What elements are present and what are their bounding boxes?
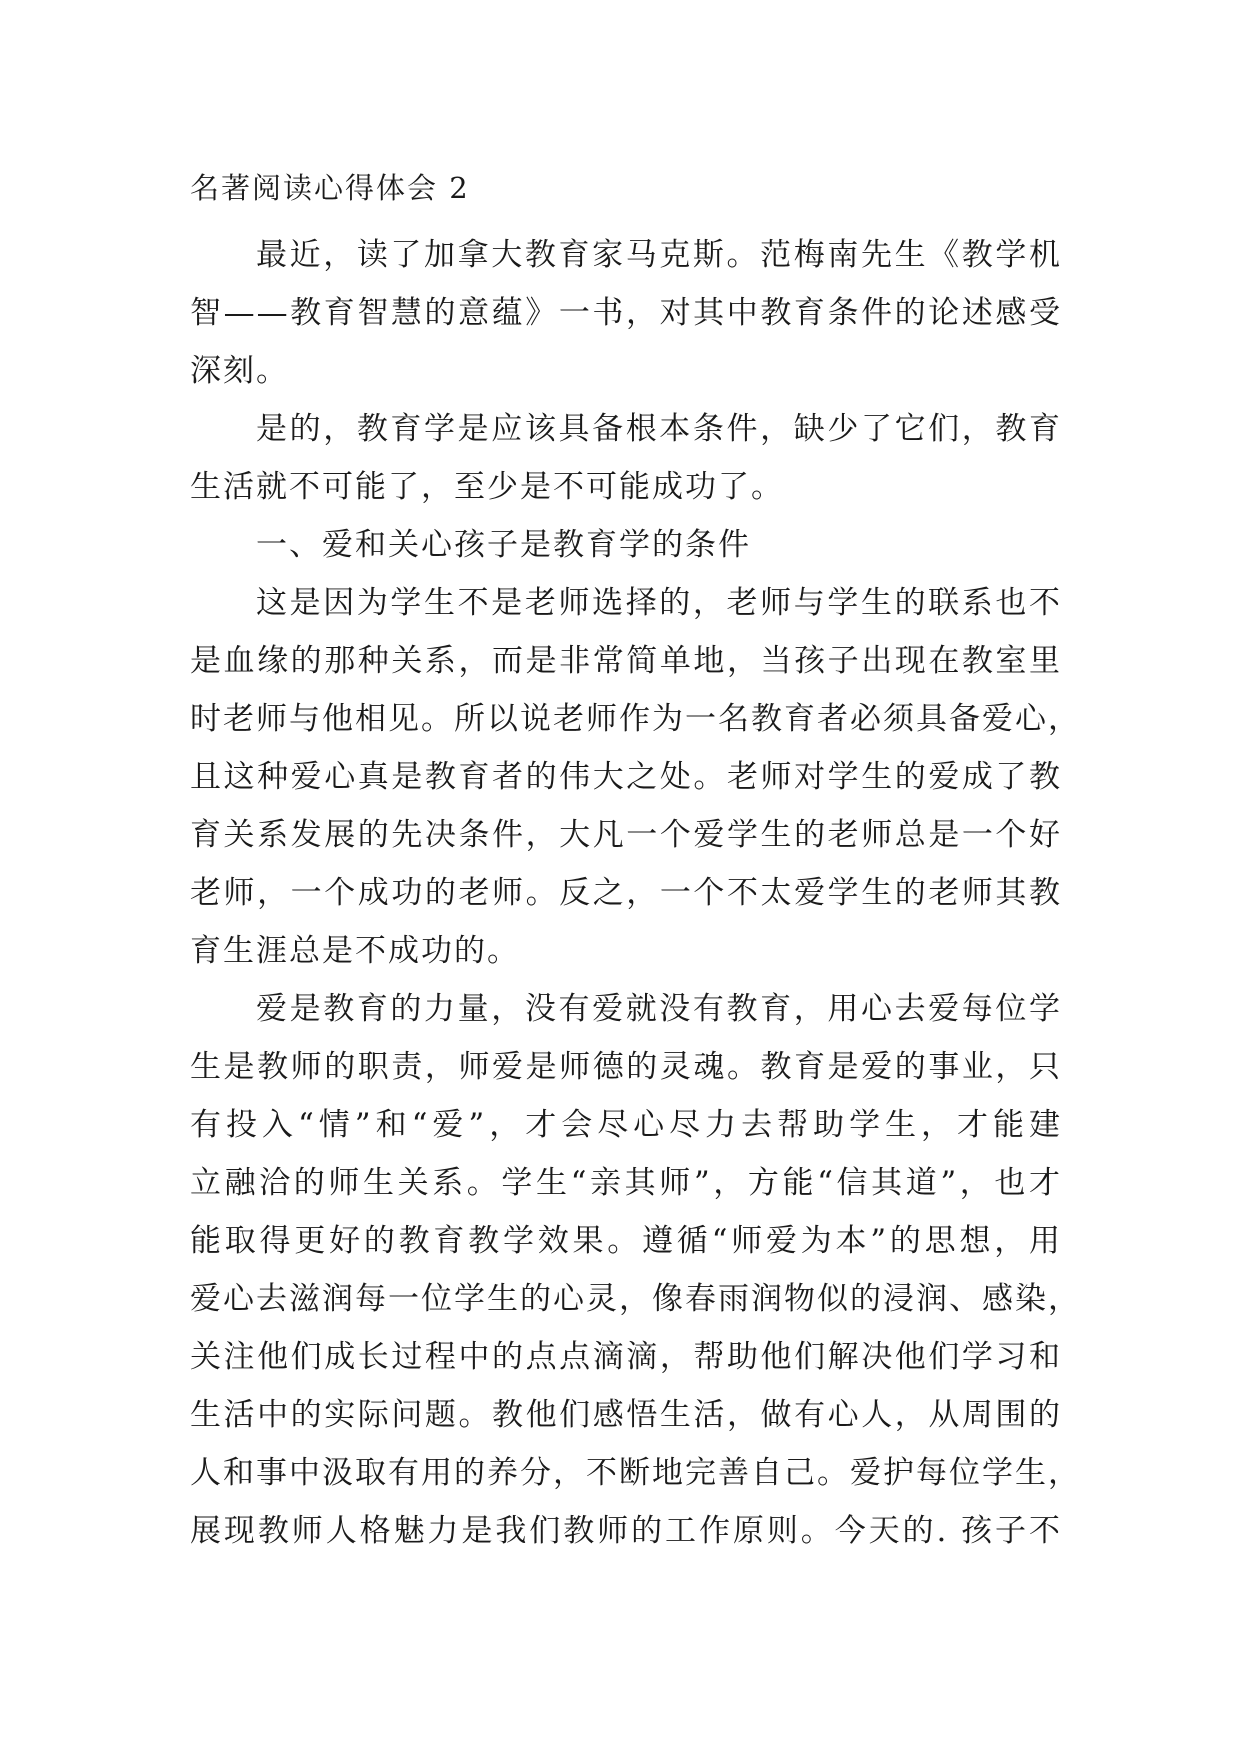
text-line: 有投入“情”和“爱”，才会尽心尽力去帮助学生，才能建 (190, 1107, 1062, 1143)
paragraph-love-power (190, 980, 1081, 1560)
text-line: 育生涯总是不成功的。 (190, 933, 520, 969)
text-line: 且这种爱心真是教育者的伟大之处。老师对学生的爱成了教 (190, 759, 1062, 795)
paragraph-intro (190, 226, 1062, 400)
text-line: 最近，读了加拿大教育家马克斯。范梅南先生《教学机 (256, 237, 1062, 273)
document-title: 名著阅读心得体会 2 (190, 171, 470, 205)
text-line: 是血缘的那种关系，而是非常简单地，当孩子出现在教室里 (190, 643, 1062, 679)
text-line: 智——教育智慧的意蕴》一书，对其中教育条件的论述感受 (190, 295, 1062, 331)
text-line: 生活就不可能了，至少是不可能成功了。 (190, 469, 784, 505)
section-heading (190, 516, 1062, 574)
text-line: 人和事中汲取有用的养分，不断地完善自己。爱护每位学生， (190, 1455, 1081, 1491)
document-body (190, 226, 1081, 1560)
text-line: 展现教师人格魅力是我们教师的工作原则。今天的. 孩子不 (190, 1513, 1062, 1549)
text-line: 老师，一个成功的老师。反之，一个不太爱学生的老师其教 (190, 875, 1062, 911)
text-line: 爱是教育的力量，没有爱就没有教育，用心去爱每位学 (256, 991, 1062, 1027)
text-line: 关注他们成长过程中的点点滴滴，帮助他们解决他们学习和 (190, 1339, 1062, 1375)
text-line: 育关系发展的先决条件，大凡一个爱学生的老师总是一个好 (190, 817, 1062, 853)
text-line: 这是因为学生不是老师选择的，老师与学生的联系也不 (256, 585, 1062, 621)
text-line: 深刻。 (190, 353, 289, 389)
paragraph-teacher-student (190, 574, 1081, 980)
text-line: 一、爱和关心孩子是教育学的条件 (256, 527, 751, 563)
text-line: 是的，教育学是应该具备根本条件，缺少了它们，教育 (256, 411, 1062, 447)
text-line: 生活中的实际问题。教他们感悟生活，做有心人，从周围的 (190, 1397, 1062, 1433)
paragraph-conditions (190, 400, 1062, 516)
text-line: 爱心去滋润每一位学生的心灵，像春雨润物似的浸润、感染， (190, 1281, 1081, 1317)
text-line: 立融洽的师生关系。学生“亲其师”，方能“信其道”，也才 (190, 1165, 1062, 1201)
text-line: 时老师与他相见。所以说老师作为一名教育者必须具备爱心， (190, 701, 1081, 737)
text-line: 生是教师的职责，师爱是师德的灵魂。教育是爱的事业，只 (190, 1049, 1062, 1085)
text-line: 能取得更好的教育教学效果。遵循“师爱为本”的思想，用 (190, 1223, 1062, 1259)
